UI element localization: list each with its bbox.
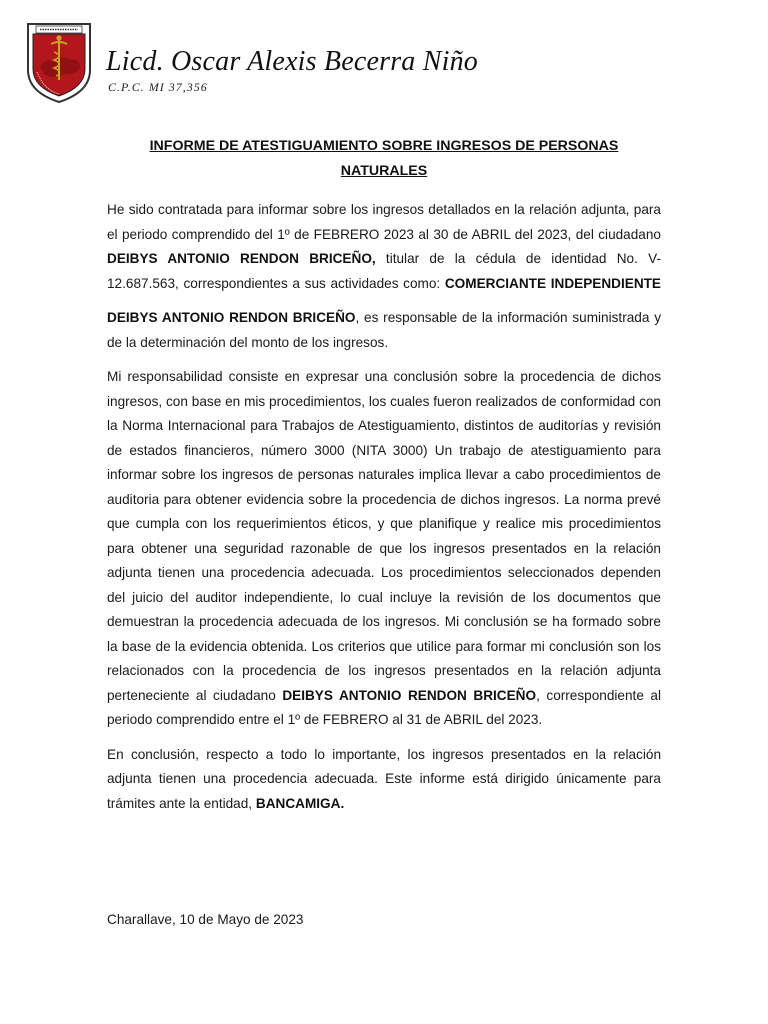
paragraph-text: , correspondiente al periodo comprendido entre el 1º de FEBRERO al 31 de ABRIL del 2023. (107, 687, 661, 727)
paragraph-text: titular de la cédula de identidad No. V-12.687.563, correspondientes a sus actividades como: (107, 251, 661, 291)
letterhead (24, 20, 744, 110)
author-registration: C.P.C. MI 37,356 (108, 80, 208, 94)
paragraph-conclusion (107, 743, 661, 817)
paragraph-responsibility-client (107, 306, 661, 355)
paragraph-text: Mi responsabilidad consiste en expresar una conclusión sobre la procedencia de dichos ingresos, con base en mis procedimientos, los cuales fueron realizados de conformidad con la Norma Internacional para Trabajos de Atestiguamiento, distintos de auditorías y revisión de estados financieros, número 3000 (NITA 3000) Un trabajo de atestiguamiento para informar sobre los ingresos de personas naturales implica llevar a cabo procedimientos de auditoria para obtener evidencia sobre la procedencia de dichos ingresos. La norma prevé que cumpla con los requerimientos éticos, y que planifique y realice mis procedimientos para obtener una seguridad razonable de que los ingresos presentados en la relación adjunta tienen una procedencia adecuada. Los procedimientos seleccionados dependen del juicio del auditor independiente, lo cual incluye la revisión de los documentos que demuestran la procedencia adecuada de los ingresos. Mi conclusión se ha formado sobre la base de la evidencia obtenida. Los criterios que utilice para formar mi conclusión son los relacionados con la procedencia de los ingresos presentados en la relación adjunta perteneciente al ciudadano (107, 369, 661, 703)
document-body (107, 198, 661, 826)
paragraph-engagement (107, 198, 661, 296)
client-activity: COMERCIANTE INDEPENDIENTE (444, 275, 662, 291)
author-name: Licd. Oscar Alexis Becerra Niño (106, 46, 478, 77)
title-line-1: INFORME DE ATESTIGUAMIENTO SOBRE INGRESOS DE PERSONAS (149, 138, 619, 154)
paragraph-text: En conclusión, respecto a todo lo importante, los ingresos presentados en la relación adjunta tienen una procedencia adecuada. Este informe está dirigido únicamente para trámites ante la entidad, (107, 746, 661, 811)
client-name: DEIBYS ANTONIO RENDON BRICEÑO, (107, 251, 376, 266)
entity-name: BANCAMIGA. (255, 795, 345, 811)
client-name: DEIBYS ANTONIO RENDON BRICEÑO (282, 687, 537, 703)
client-name: DEIBYS ANTONIO RENDON BRICEÑO (107, 310, 356, 325)
title-line-2: NATURALES (340, 163, 428, 179)
paragraph-responsibility-auditor (107, 365, 661, 733)
place-and-date: Charallave, 10 de Mayo de 2023 (107, 912, 304, 927)
professional-seal-logo (24, 20, 94, 104)
document-title (107, 134, 661, 184)
paragraph-text: , es responsable de la información suministrada y de la determinación del monto de los ingresos. (107, 310, 661, 350)
paragraph-text: He sido contratada para informar sobre los ingresos detallados en la relación adjunta, para el periodo comprendido del 1º de FEBRERO 2023 al 30 de ABRIL del 2023, del ciudadano (107, 202, 661, 242)
